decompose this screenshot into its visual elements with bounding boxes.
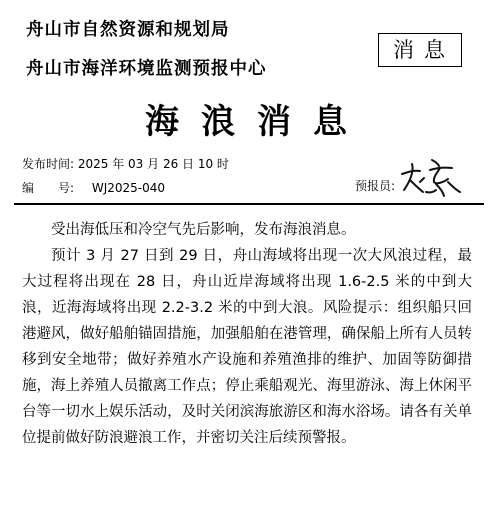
notice-type-label: 消息 <box>393 38 455 62</box>
header-divider <box>14 203 484 205</box>
document-title: 海浪消息 <box>145 102 369 142</box>
release-time-label: 发布时间: <box>22 157 75 171</box>
issuing-organization-2: 舟山市海洋环境监测预报中心 <box>26 59 267 79</box>
notice-body <box>22 217 472 451</box>
body-paragraph-1: 受出海低压和冷空气先后影响，发布海浪消息。 <box>51 222 356 238</box>
release-time <box>22 155 229 172</box>
document-number-value: WJ2025-040 <box>91 181 166 195</box>
document-number-label: 编 号: <box>22 181 75 195</box>
forecaster-signature <box>396 152 466 198</box>
release-time-value: 2025 年 03 月 26 日 10 时 <box>77 157 229 171</box>
forecaster-label: 预报员: <box>355 179 396 193</box>
issuing-organization-1: 舟山市自然资源和规划局 <box>26 20 230 40</box>
forecaster <box>355 177 395 194</box>
body-paragraph-2: 预计 3 月 27 日到 29 日，舟山海域将出现一次大风浪过程，最大过程将出现在 28 日，舟山近岸海域将出现 1.6-2.5 米的中到大浪，近海海域将出现 2.2-3.2 米的中到大浪。风险提示：组织船只回港避风，做好船舶锚固措施，加强船舶在港管理，确保船上所有人员转移到安全地带；做好养殖水产设施和养殖渔排的维护、加固等防御措施，海上养殖人员撤离工作点；停止乘船观光、海里游泳、海上休闲平台等一切水上娱乐活动，及时关闭滨海旅游区和海水浴场。请各有关单位提前做好防浪避浪工作，并密切关注后续预警报。 <box>22 248 472 446</box>
notice-type-box <box>378 33 462 67</box>
document-number <box>22 179 165 196</box>
